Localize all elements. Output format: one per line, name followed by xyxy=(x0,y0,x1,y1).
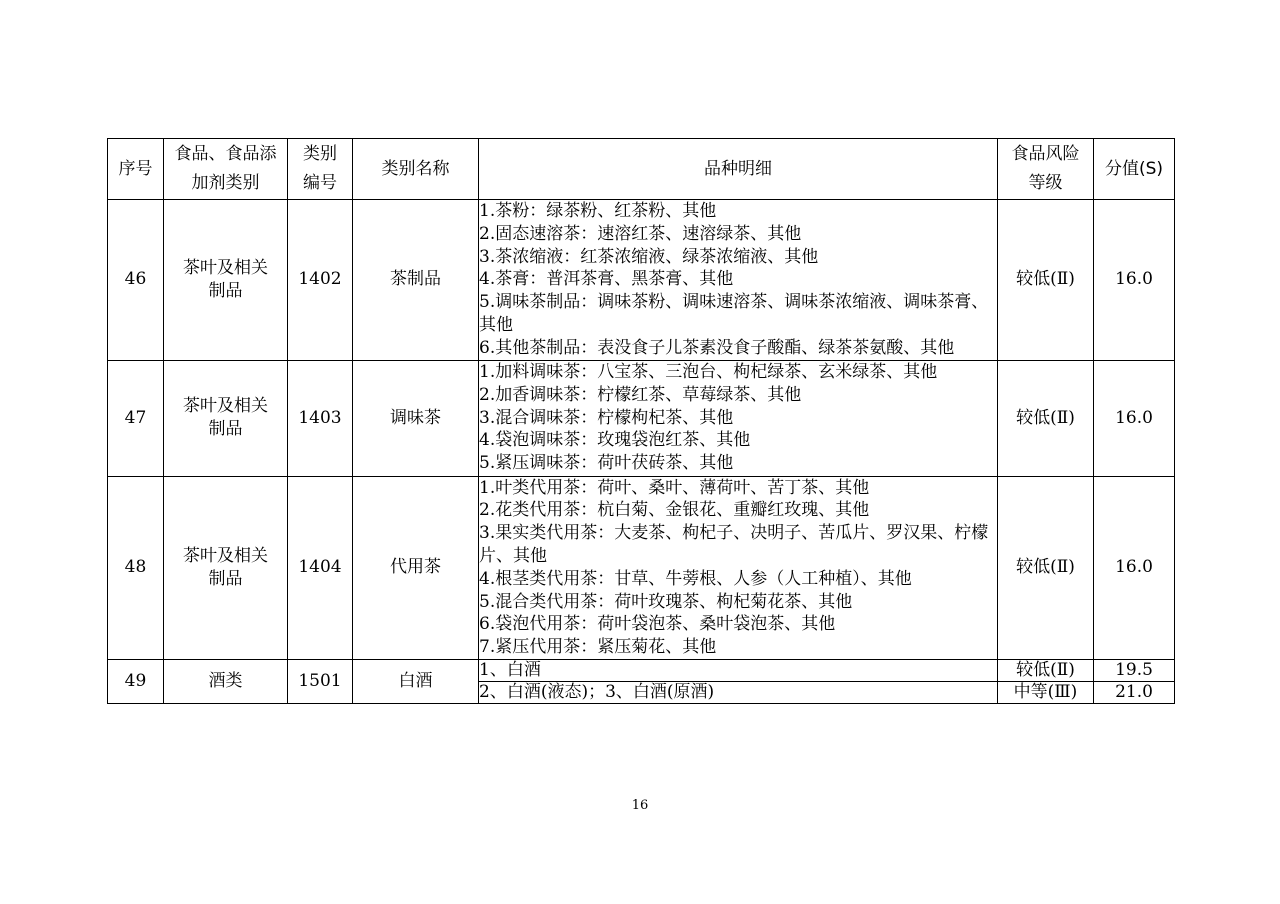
detail-line: 6.袋泡代用茶：荷叶袋泡茶、桑叶袋泡茶、其他 xyxy=(479,614,836,635)
detail-line: 2.加香调味茶：柠檬红茶、草莓绿茶、其他 xyxy=(479,384,802,405)
cell-code: 1404 xyxy=(288,476,353,659)
header-seq: 序号 xyxy=(108,139,164,200)
cell-code: 1403 xyxy=(288,360,353,476)
cell-score: 19.5 xyxy=(1094,659,1175,681)
cell-risk: 较低(Ⅱ) xyxy=(998,360,1094,476)
cell-risk: 较低(Ⅱ) xyxy=(998,476,1094,659)
header-detail: 品种明细 xyxy=(479,139,998,200)
detail-line: 6.其他茶制品：表没食子儿茶素没食子酸酯、绿茶茶氨酸、其他 xyxy=(479,337,955,358)
cell-category: 茶叶及相关制品 xyxy=(164,200,288,361)
detail-line: 4.茶膏：普洱茶膏、黑茶膏、其他 xyxy=(479,269,734,290)
cell-code: 1501 xyxy=(288,659,353,703)
detail-line: 3.果实类代用茶：大麦茶、枸杞子、决明子、苦瓜片、罗汉果、柠檬片、其他 xyxy=(479,523,989,566)
header-score: 分值(S) xyxy=(1094,139,1175,200)
detail-line: 4.根茎类代用茶：甘草、牛蒡根、人参（人工种植）、其他 xyxy=(479,568,912,589)
header-code: 类别编号 xyxy=(288,139,353,200)
table-row xyxy=(108,200,1175,361)
cell-category: 茶叶及相关制品 xyxy=(164,360,288,476)
cell-score: 16.0 xyxy=(1094,200,1175,361)
cell-code: 1402 xyxy=(288,200,353,361)
cell-seq: 48 xyxy=(108,476,164,659)
detail-line: 5.混合类代用茶：荷叶玫瑰茶、枸杞菊花茶、其他 xyxy=(479,591,853,612)
table-row xyxy=(108,360,1175,476)
cell-name: 代用茶 xyxy=(353,476,479,659)
detail-line: 5.紧压调味茶：荷叶茯砖茶、其他 xyxy=(479,453,734,474)
detail-line: 1.茶粉：绿茶粉、红茶粉、其他 xyxy=(479,201,717,221)
detail-line: 4.袋泡调味茶：玫瑰袋泡红茶、其他 xyxy=(479,430,751,451)
cell-name: 调味茶 xyxy=(353,360,479,476)
cell-score: 16.0 xyxy=(1094,476,1175,659)
cell-score: 16.0 xyxy=(1094,360,1175,476)
cell-detail xyxy=(479,476,998,659)
cell-detail: 2、白酒(液态)；3、白酒(原酒) xyxy=(479,681,998,703)
table-row xyxy=(108,659,1175,681)
table-row xyxy=(108,476,1175,659)
detail-line: 2.固态速溶茶：速溶红茶、速溶绿茶、其他 xyxy=(479,223,802,244)
cell-seq: 49 xyxy=(108,659,164,703)
cell-detail: 1、白酒 xyxy=(479,659,998,681)
cell-name: 茶制品 xyxy=(353,200,479,361)
cell-detail xyxy=(479,200,998,361)
cell-score: 21.0 xyxy=(1094,681,1175,703)
detail-line: 7.紧压代用茶：紧压菊花、其他 xyxy=(479,637,717,658)
header-category: 食品、食品添加剂类别 xyxy=(164,139,288,200)
cell-category: 酒类 xyxy=(164,659,288,703)
cell-risk: 较低(Ⅱ) xyxy=(998,200,1094,361)
cell-risk: 较低(Ⅱ) xyxy=(998,659,1094,681)
detail-line: 1.叶类代用茶：荷叶、桑叶、薄荷叶、苦丁茶、其他 xyxy=(479,477,870,498)
food-risk-table xyxy=(107,138,1175,704)
cell-detail xyxy=(479,360,998,476)
page-number: 16 xyxy=(631,798,649,813)
cell-seq: 46 xyxy=(108,200,164,361)
header-risk: 食品风险等级 xyxy=(998,139,1094,200)
detail-line: 1.加料调味茶：八宝茶、三泡台、枸杞绿茶、玄米绿茶、其他 xyxy=(479,362,938,383)
header-name: 类别名称 xyxy=(353,139,479,200)
cell-seq: 47 xyxy=(108,360,164,476)
detail-line: 2.花类代用茶：杭白菊、金银花、重瓣红玫瑰、其他 xyxy=(479,500,870,521)
cell-risk: 中等(Ⅲ) xyxy=(998,681,1094,703)
detail-line: 3.混合调味茶：柠檬枸杞茶、其他 xyxy=(479,407,734,428)
cell-name: 白酒 xyxy=(353,659,479,703)
cell-category: 茶叶及相关制品 xyxy=(164,476,288,659)
detail-line: 3.茶浓缩液：红茶浓缩液、绿茶浓缩液、其他 xyxy=(479,246,819,267)
detail-line: 5.调味茶制品：调味茶粉、调味速溶茶、调味茶浓缩液、调味茶膏、其他 xyxy=(479,292,989,335)
table-header-row xyxy=(108,139,1175,200)
